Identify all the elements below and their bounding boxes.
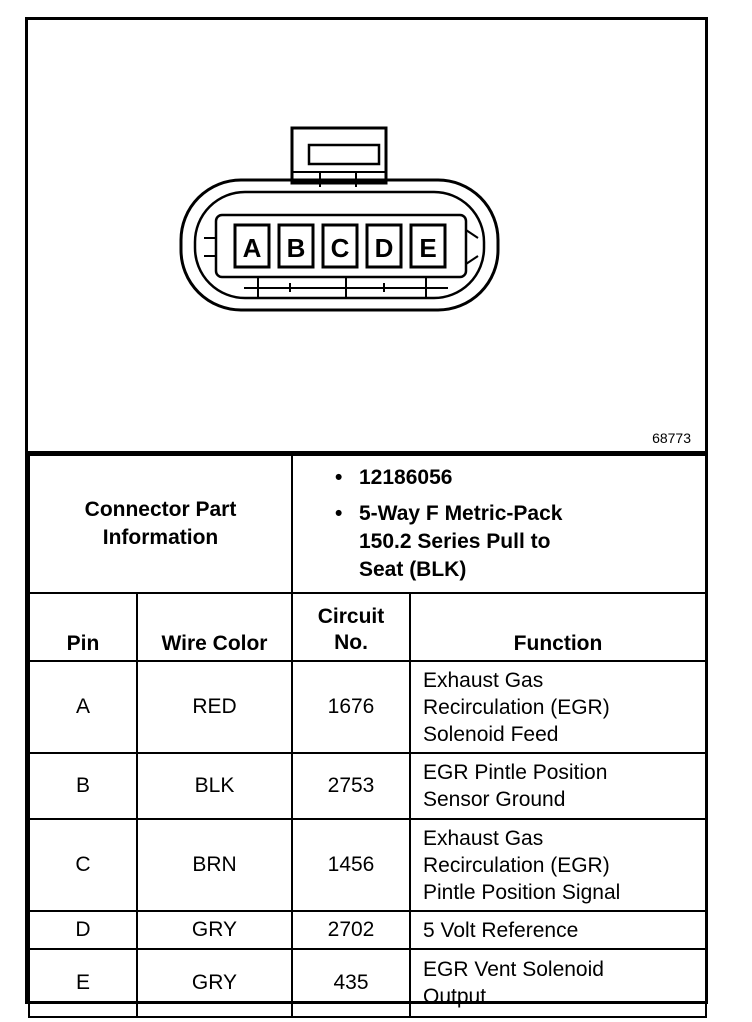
function-line: EGR Vent Solenoid	[423, 958, 604, 981]
table-row	[29, 753, 706, 819]
function-line: Exhaust Gas	[423, 668, 544, 692]
table-row	[29, 661, 706, 753]
part-info-label: Connector Part Information	[29, 455, 292, 593]
table-row	[29, 911, 706, 949]
function-line: Sensor Ground	[423, 788, 566, 811]
circuit-no-cell: 435	[292, 949, 410, 1017]
part-description-item: • 5-Way F Metric-Pack 150.2 Series Pull to Seat (BLK)	[335, 502, 563, 581]
pinout-rows	[29, 661, 706, 1017]
wire-color-cell: BLK	[137, 753, 292, 819]
function-line: EGR Pintle Position	[423, 761, 608, 784]
pin-label-c: C	[330, 233, 350, 263]
connector-face-drawing	[28, 20, 705, 454]
circuit-no-cell: 1676	[292, 661, 410, 753]
function-line: Solenoid Feed	[423, 722, 559, 746]
latch-slot	[309, 145, 379, 164]
table-header-row	[29, 593, 706, 661]
pin-cell: A	[29, 661, 137, 753]
function-line: Recirculation (EGR)	[423, 853, 610, 877]
connector-pinout-table	[28, 454, 707, 1018]
table-row	[29, 949, 706, 1017]
function-cell	[410, 949, 706, 1017]
wire-color-cell: GRY	[137, 911, 292, 949]
header-wire-color: Wire Color	[137, 593, 292, 661]
part-number-item: • 12186056	[335, 466, 453, 489]
header-circuit-no: Circuit No.	[292, 593, 410, 661]
part-number: 12186056	[359, 466, 453, 489]
pin-label-a: A	[242, 233, 262, 263]
latch-tab	[292, 128, 386, 183]
function-cell	[410, 661, 706, 753]
pin-boxes	[235, 225, 445, 267]
header-function: Function	[410, 593, 706, 661]
pin-label-b: B	[286, 233, 306, 263]
pin-cell: E	[29, 949, 137, 1017]
function-line: Output	[423, 985, 487, 1008]
part-info-details	[292, 455, 706, 593]
function-cell	[410, 753, 706, 819]
circuit-no-cell: 2753	[292, 753, 410, 819]
wire-color-cell: BRN	[137, 819, 292, 911]
function-line: Pintle Position Signal	[423, 880, 621, 904]
figure-number: 68773	[652, 430, 691, 446]
circuit-no-cell: 1456	[292, 819, 410, 911]
function-cell	[410, 819, 706, 911]
pin-label-d: D	[374, 233, 394, 263]
function-line: Recirculation (EGR)	[423, 695, 610, 719]
wire-color-cell: RED	[137, 661, 292, 753]
pin-cell: D	[29, 911, 137, 949]
connector-diagram-panel	[28, 20, 705, 454]
pin-cell: B	[29, 753, 137, 819]
function-cell	[410, 911, 706, 949]
part-info-row	[29, 455, 706, 593]
pin-label-e: E	[419, 233, 437, 263]
connector-document	[25, 17, 708, 1008]
table-row	[29, 819, 706, 911]
pin-cell: C	[29, 819, 137, 911]
circuit-no-cell: 2702	[292, 911, 410, 949]
function-line: 5 Volt Reference	[423, 918, 579, 942]
wire-color-cell: GRY	[137, 949, 292, 1017]
function-line: Exhaust Gas	[423, 826, 544, 850]
header-pin: Pin	[29, 593, 137, 661]
